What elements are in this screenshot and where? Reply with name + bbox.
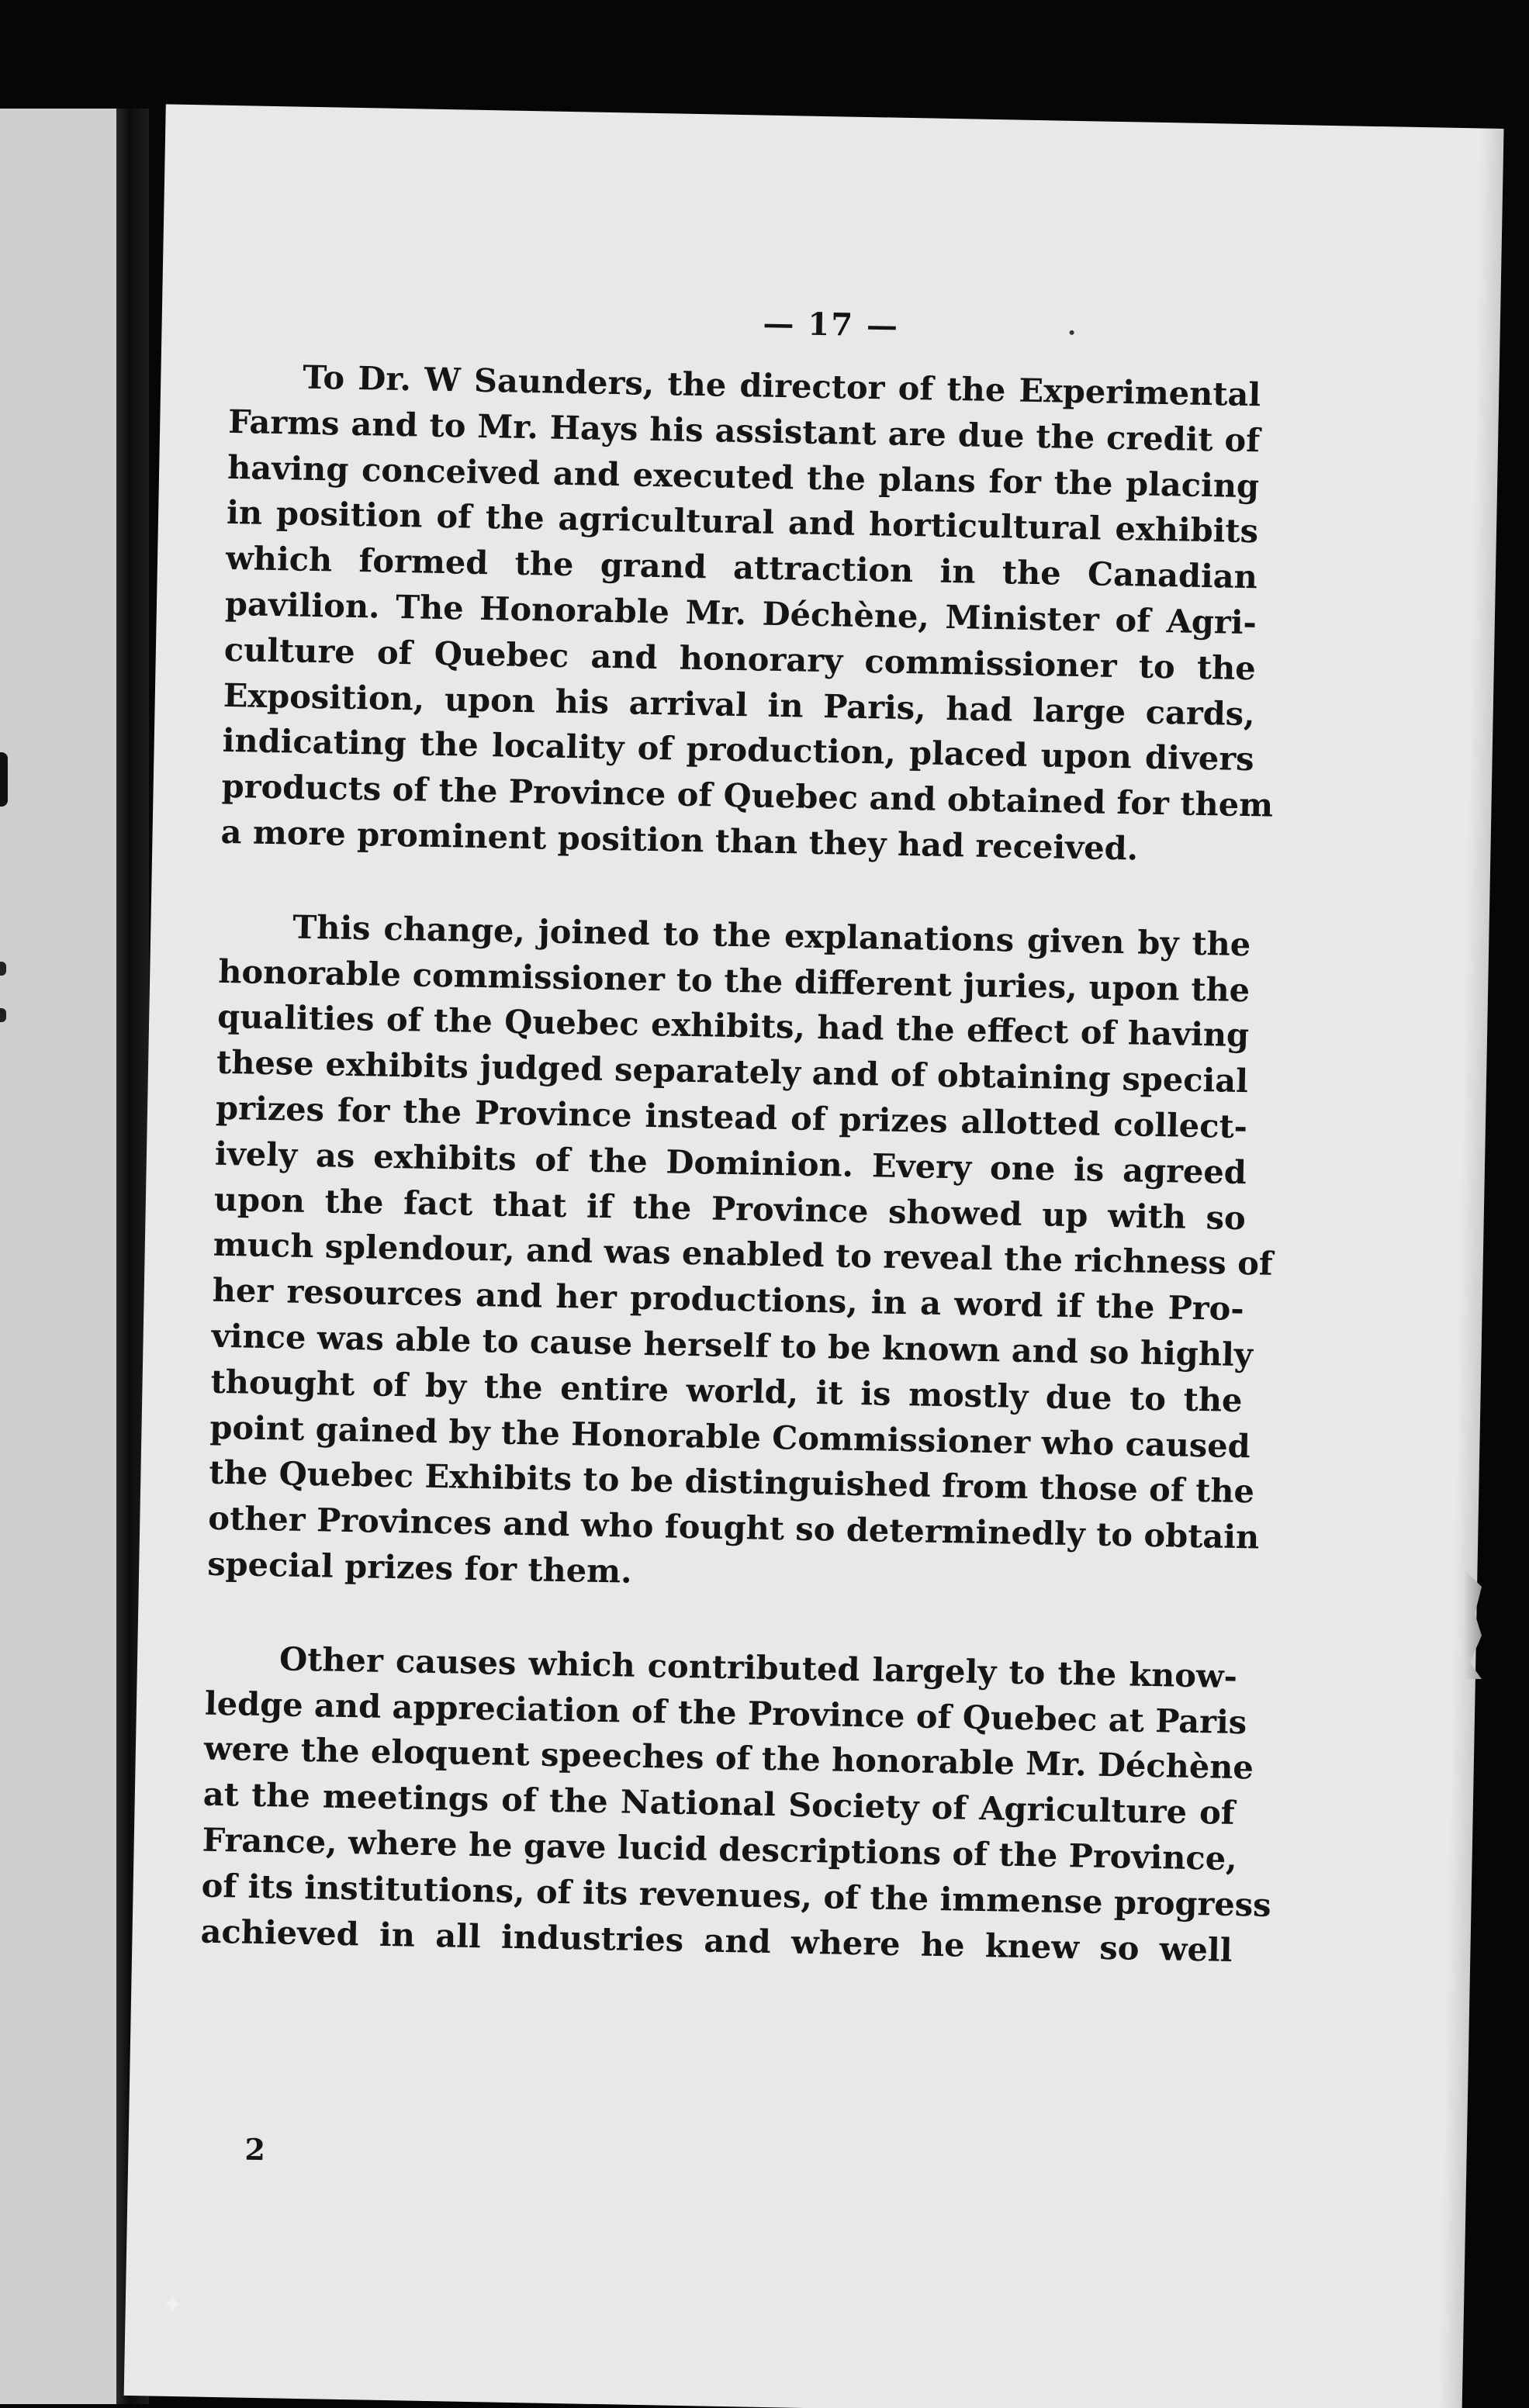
text-line: ively as exhibits of the Dominion. Every one is agreed xyxy=(214,1134,1247,1191)
paragraph-2 xyxy=(206,903,1274,1606)
text-line: achieved in all industries and where he knew so well xyxy=(200,1912,1233,1969)
text-line: of its institutions, of its revenues, of the immense progress xyxy=(201,1866,1271,1924)
text-line: thought of by the entire world, it is mostly due to the xyxy=(210,1362,1243,1419)
text-line: her resources and her productions, in a word if the Pro- xyxy=(212,1270,1245,1328)
previous-page-ink-mark xyxy=(0,752,8,807)
signature-mark: 2 xyxy=(244,2131,266,2168)
scanned-page xyxy=(124,104,1504,2408)
text-line: a more prominent position than they had received. xyxy=(220,812,1139,868)
text-line: prizes for the Province instead of prizes allotted collect- xyxy=(215,1088,1248,1146)
text-line: having conceived and executed the plans for the placing xyxy=(227,447,1260,505)
text-line: pavilion. The Honorable Mr. Déchène, Minister of Agri- xyxy=(224,584,1257,642)
text-line: vince was able to cause herself to be known and so highly xyxy=(211,1316,1254,1374)
text-line: France, where he gave lucid descriptions of the Province, xyxy=(202,1820,1238,1878)
text-line: honorable commissioner to the different juries, upon the xyxy=(217,952,1251,1009)
text-line: in position of the agricultural and horticultural exhibits xyxy=(226,493,1259,551)
text-line: qualities of the Quebec exhibits, had the effect of having xyxy=(216,997,1250,1055)
text-line: Exposition, upon his arrival in Paris, had large cards, xyxy=(223,675,1256,733)
text-line: other Provinces and who fought so determinedly to obtain xyxy=(207,1498,1260,1556)
text-line: which formed the grand attraction in the Canadian xyxy=(225,539,1258,596)
text-line: products of the Province of Quebec and obtained for them xyxy=(221,767,1274,824)
text-line: This change, joined to the explanations given by the xyxy=(292,907,1251,963)
text-line: were the eloquent speeches of the honorable Mr. Déchène xyxy=(203,1729,1254,1787)
text-line: the Quebec Exhibits to be distinguished from those of the xyxy=(209,1453,1255,1511)
paragraph-3 xyxy=(200,1635,1271,1973)
text-line: culture of Quebec and honorary commissioner to the xyxy=(223,630,1257,688)
text-line: special prizes for them. xyxy=(206,1544,633,1591)
previous-page-ink-mark xyxy=(0,962,6,976)
text-line: these exhibits judged separately and of obtaining special xyxy=(216,1042,1249,1100)
body-text xyxy=(200,354,1274,1973)
text-line: indicating the locality of production, placed upon divers xyxy=(222,721,1255,779)
paragraph-1 xyxy=(220,354,1274,874)
text-line: at the meetings of the National Society of Agriculture of xyxy=(202,1774,1236,1833)
text-line: ledge and appreciation of the Province of Quebec at Paris xyxy=(204,1684,1247,1741)
page-number: — 17 — xyxy=(763,305,900,344)
text-line: much splendour, and was enabled to reveal the richness of xyxy=(213,1225,1274,1283)
previous-page-edge xyxy=(0,109,116,2404)
text-line: point gained by the Honorable Commissioner who caused xyxy=(209,1408,1251,1465)
text-line: upon the fact that if the Province showed up with so xyxy=(213,1180,1247,1237)
text-line: Farms and to Mr. Hays his assistant are due the credit of xyxy=(227,402,1261,460)
previous-page-ink-mark xyxy=(0,1008,6,1022)
text-line: To Dr. W Saunders, the director of the Experimental xyxy=(302,358,1261,414)
text-line: Other causes which contributed largely to the know- xyxy=(278,1639,1238,1695)
scan-speck: ✦ xyxy=(161,2289,184,2320)
